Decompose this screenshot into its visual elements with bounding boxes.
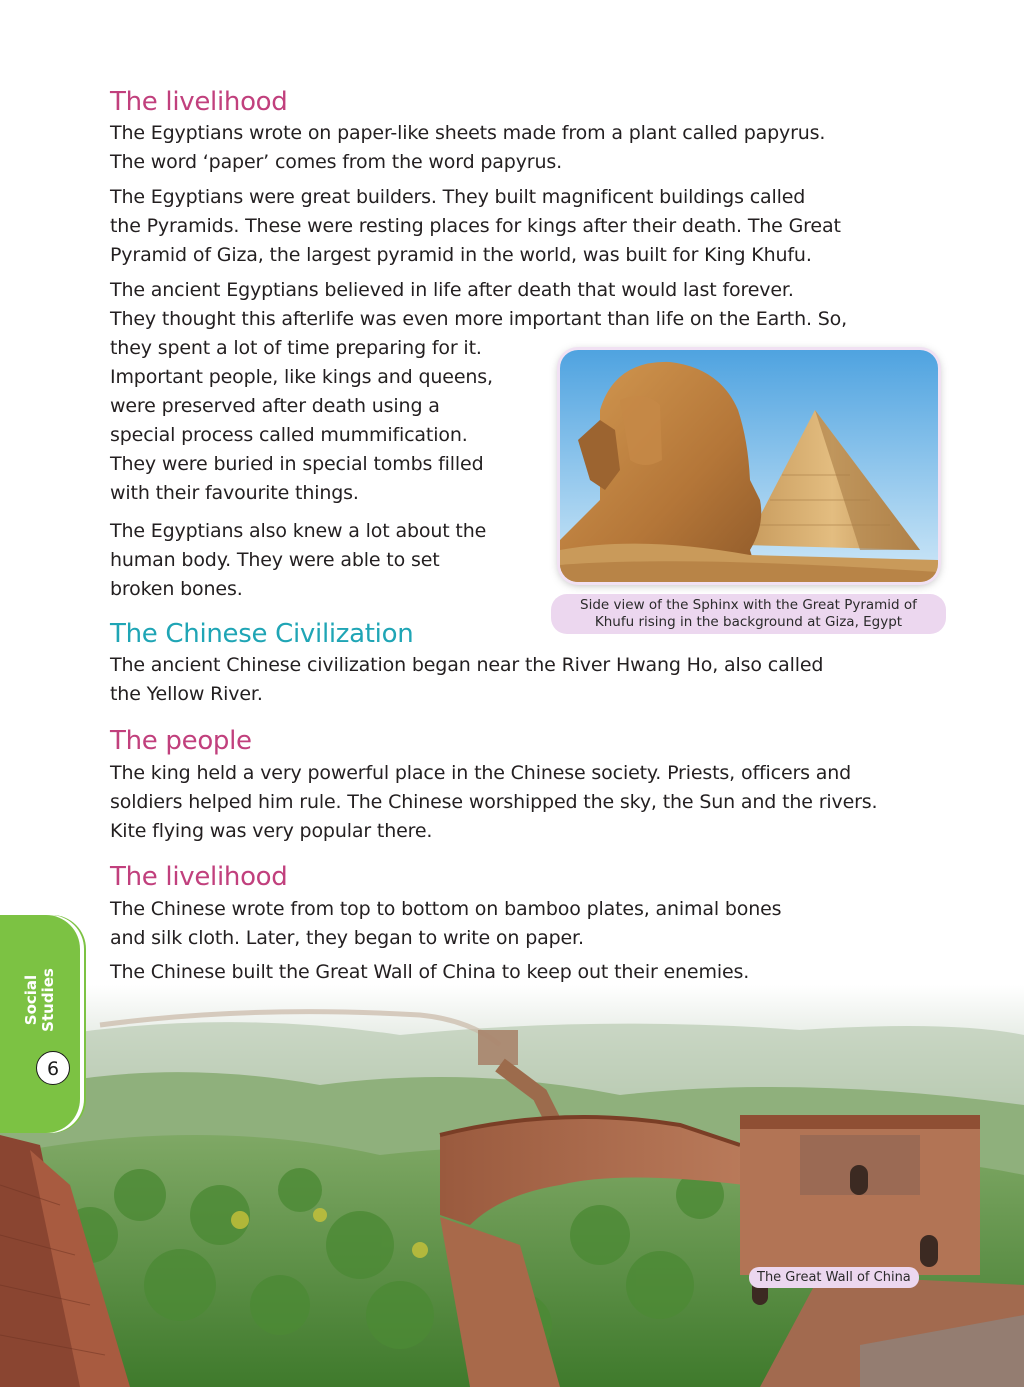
page-number: 6	[36, 1051, 70, 1085]
heading-egypt-livelihood: The livelihood	[110, 87, 288, 117]
subject-label: Social Studies	[22, 968, 57, 1032]
great-wall-photo	[0, 985, 1024, 1387]
heading-chinese-civilization: The Chinese Civilization	[110, 619, 414, 649]
heading-china-livelihood: The livelihood	[110, 862, 288, 892]
paragraph-afterlife: The ancient Egyptians believed in life after death that would last forever. They thought this afterlife was even more important than life on the Earth. So, they spent a lot of time preparing for it. Important people, like kings and queens, were preserved after death using a special process called mummification. They were buried in special tombs filled with their favourite things.	[110, 279, 848, 504]
paragraph-great-wall: The Chinese built the Great Wall of China to keep out their enemies.	[110, 961, 750, 983]
paragraph-papyrus: The Egyptians wrote on paper-like sheets made from a plant called papyrus. The word ‘paper’ comes from the word papyrus.	[110, 122, 826, 173]
paragraph-yellow-river: The ancient Chinese civilization began near the River Hwang Ho, also called the Yellow River.	[110, 654, 824, 705]
sphinx-caption: Side view of the Sphinx with the Great Pyramid of Khufu rising in the background at Giza, Egypt	[551, 594, 946, 634]
sphinx-pyramid-photo	[560, 350, 938, 582]
sphinx-illustration	[560, 350, 938, 582]
paragraph-pyramids: The Egyptians were great builders. They built magnificent buildings called the Pyramids. These were resting places for kings after their death. The Great Pyramid of Giza, the largest pyramid in the world, was built for King Khufu.	[110, 186, 841, 266]
great-wall-illustration	[0, 985, 1024, 1387]
heading-people: The people	[110, 726, 252, 756]
great-wall-caption: The Great Wall of China	[749, 1267, 919, 1288]
paragraph-bamboo: The Chinese wrote from top to bottom on bamboo plates, animal bones and silk cloth. Later, they began to write on paper.	[110, 898, 782, 949]
paragraph-king: The king held a very powerful place in the Chinese society. Priests, officers and soldiers helped him rule. The Chinese worshipped the sky, the Sun and the rivers. Kite flying was very popular there.	[110, 762, 878, 842]
paragraph-human-body: The Egyptians also knew a lot about the human body. They were able to set broken bones.	[110, 520, 487, 600]
